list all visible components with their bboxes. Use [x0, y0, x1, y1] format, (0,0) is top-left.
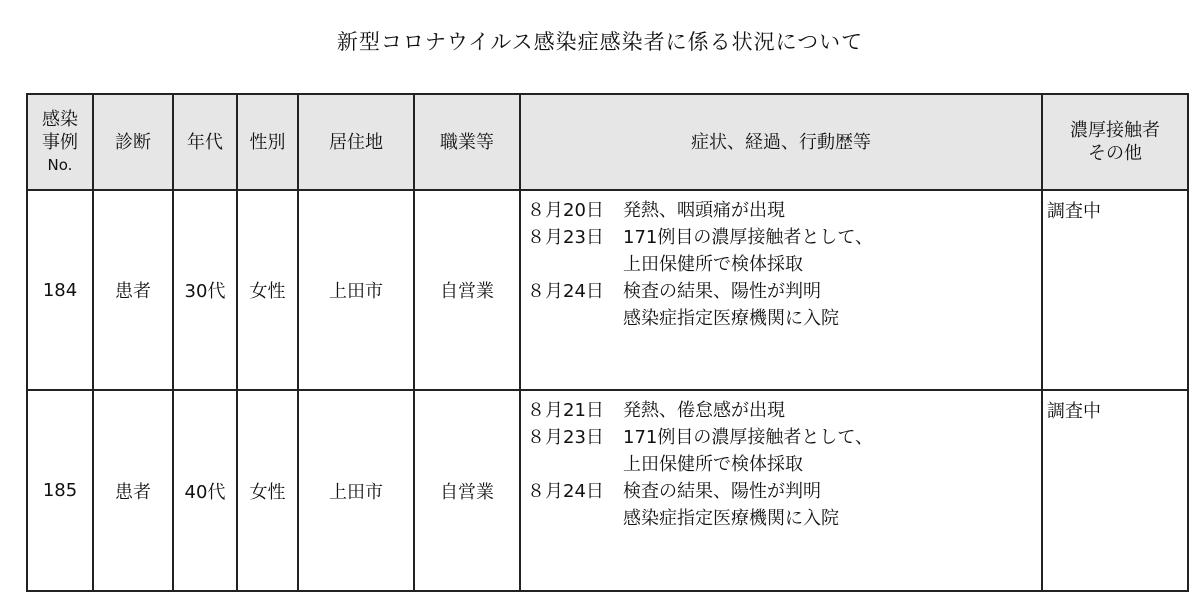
case-table: [26, 93, 1189, 592]
history-text: 検査の結果、陽性が判明: [623, 281, 821, 302]
history-date: ８月24日: [527, 281, 604, 302]
contacts-cell: 調査中: [1042, 190, 1188, 390]
diagnosis-cell: 患者: [93, 190, 173, 390]
case-no-cell: 185: [27, 390, 93, 591]
table-row: [27, 390, 1188, 591]
header-case-no-line: No.: [47, 155, 73, 174]
table-header-row: [27, 94, 1188, 190]
history-date: ８月24日: [527, 481, 604, 502]
history-entry: [527, 278, 1041, 332]
diagnosis-cell: 患者: [93, 390, 173, 591]
header-contacts-line: その他: [1088, 143, 1142, 164]
history-text: 上田保健所で検体採取: [623, 454, 803, 475]
history-date: ８月23日: [527, 227, 604, 248]
contacts-cell: 調査中: [1042, 390, 1188, 591]
header-age: 年代: [173, 94, 237, 190]
residence-cell: 上田市: [298, 390, 414, 591]
table-row: [27, 190, 1188, 390]
sex-cell: 女性: [237, 390, 298, 591]
history-text: 発熱、咽頭痛が出現: [623, 200, 785, 221]
history-date: ８月23日: [527, 427, 604, 448]
history-text: 検査の結果、陽性が判明: [623, 481, 821, 502]
history-date: ８月20日: [527, 200, 604, 221]
header-contacts: [1042, 94, 1188, 190]
age-cell: 30代: [173, 190, 237, 390]
occupation-cell: 自営業: [414, 390, 520, 591]
age-cell: 40代: [173, 390, 237, 591]
history-entry: [527, 397, 1041, 424]
occupation-cell: 自営業: [414, 190, 520, 390]
history-entry: [527, 424, 1041, 478]
header-case-no-line: 事例: [42, 131, 78, 153]
history-entry: [527, 224, 1041, 278]
history-cell: [520, 190, 1042, 390]
header-residence: 居住地: [298, 94, 414, 190]
residence-cell: 上田市: [298, 190, 414, 390]
history-text: 感染症指定医療機関に入院: [623, 508, 839, 529]
history-entry: [527, 197, 1041, 224]
history-entry: [527, 478, 1041, 532]
header-sex: 性別: [237, 94, 298, 190]
header-occupation: 職業等: [414, 94, 520, 190]
header-diagnosis: 診断: [93, 94, 173, 190]
case-no-cell: 184: [27, 190, 93, 390]
header-case-no-line: 感染: [42, 108, 78, 130]
header-history: 症状、経過、行動歴等: [520, 94, 1042, 190]
history-text: 感染症指定医療機関に入院: [623, 308, 839, 329]
page-title: 新型コロナウイルス感染症感染者に係る状況について: [336, 30, 864, 54]
header-contacts-line: 濃厚接触者: [1070, 120, 1160, 141]
history-text: 発熱、倦怠感が出現: [623, 400, 785, 421]
history-text: 上田保健所で検体採取: [623, 254, 803, 275]
history-date: ８月21日: [527, 400, 604, 421]
history-text: 171例目の濃厚接触者として、: [623, 427, 873, 448]
header-case-no: [27, 94, 93, 190]
history-cell: [520, 390, 1042, 591]
history-text: 171例目の濃厚接触者として、: [623, 227, 873, 248]
sex-cell: 女性: [237, 190, 298, 390]
